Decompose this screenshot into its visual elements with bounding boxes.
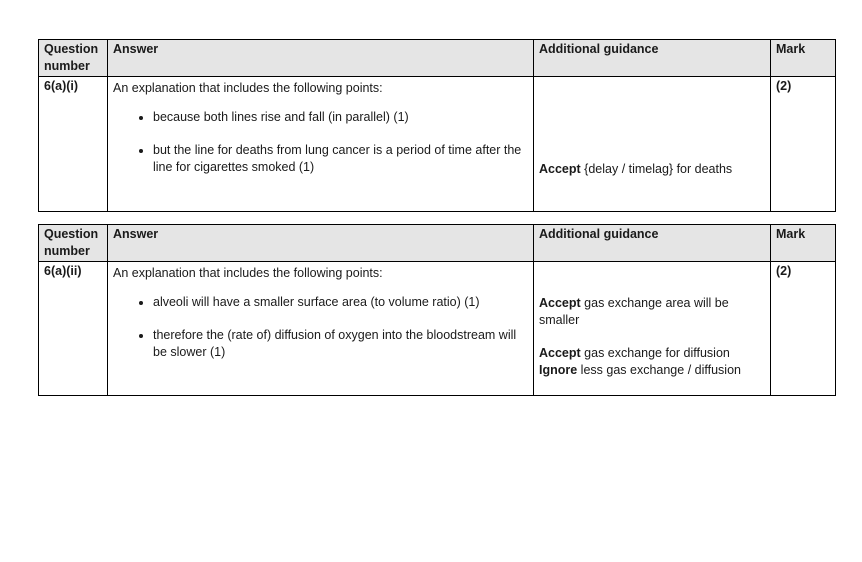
header-additional-guidance: Additional guidance xyxy=(534,225,771,262)
header-question-number: Question number xyxy=(39,40,108,77)
guidance-text: {delay / timelag} for deaths xyxy=(580,162,733,176)
answer-point: • therefore the (rate of) diffusion of oxygen into the bloodstream will be slower (1) xyxy=(153,327,528,361)
guidance-keyword: Accept xyxy=(539,162,581,176)
header-row xyxy=(39,40,836,77)
guidance-cell xyxy=(534,262,771,396)
mark-scheme-table-6aii xyxy=(38,224,836,396)
question-number: 6(a)(i) xyxy=(39,77,108,212)
header-row xyxy=(39,225,836,262)
guidance-text: less gas exchange / diffusion xyxy=(577,363,741,377)
table-row xyxy=(39,77,836,212)
answer-cell xyxy=(108,77,534,212)
answer-points xyxy=(113,294,528,361)
answer-point: • alveoli will have a smaller surface area (to volume ratio) (1) xyxy=(153,294,528,311)
mark-scheme-table-6ai xyxy=(38,39,836,212)
guidance-text: gas exchange for diffusion xyxy=(580,346,730,360)
answer-intro: An explanation that includes the following points: xyxy=(113,81,383,95)
answer-cell xyxy=(108,262,534,396)
answer-point: • because both lines rise and fall (in parallel) (1) xyxy=(153,109,528,126)
header-mark: Mark xyxy=(771,40,836,77)
header-answer: Answer xyxy=(108,40,534,77)
guidance-item xyxy=(539,161,765,178)
guidance-cell xyxy=(534,77,771,212)
guidance-item xyxy=(539,295,765,329)
header-answer: Answer xyxy=(108,225,534,262)
header-additional-guidance: Additional guidance xyxy=(534,40,771,77)
table-row xyxy=(39,262,836,396)
guidance-text: gas exchange area will be smaller xyxy=(539,296,729,327)
answer-intro: An explanation that includes the following points: xyxy=(113,266,383,280)
header-question-number: Question number xyxy=(39,225,108,262)
header-mark: Mark xyxy=(771,225,836,262)
guidance-item xyxy=(539,362,765,379)
guidance-item xyxy=(539,345,765,362)
mark-cell: (2) xyxy=(771,77,836,212)
question-number: 6(a)(ii) xyxy=(39,262,108,396)
guidance-keyword: Ignore xyxy=(539,363,578,377)
answer-points xyxy=(113,109,528,176)
guidance-keyword: Accept xyxy=(539,296,581,310)
mark-cell: (2) xyxy=(771,262,836,396)
guidance-keyword: Accept xyxy=(539,346,581,360)
answer-point: • but the line for deaths from lung cancer is a period of time after the line for cigarettes smoked (1) xyxy=(153,142,528,176)
